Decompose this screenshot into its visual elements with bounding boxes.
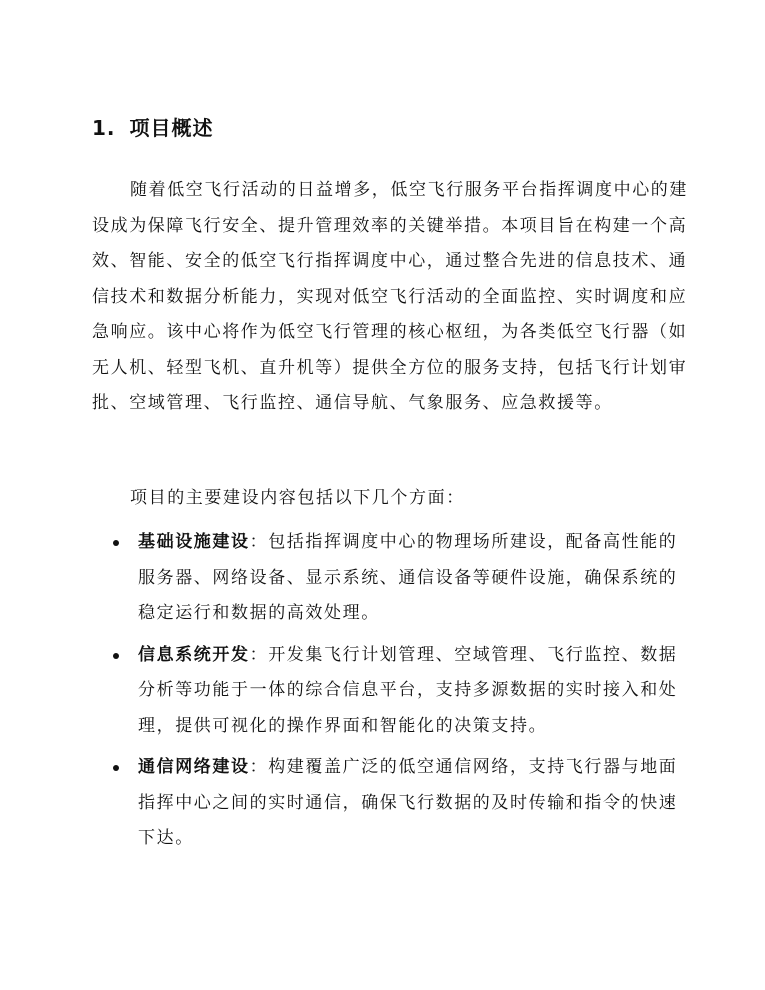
section-title: 项目概述 (129, 116, 214, 140)
list-item-title: 通信网络建设 (138, 757, 250, 777)
list-item (92, 750, 692, 857)
content-intro-paragraph: 项目的主要建设内容包括以下几个方面： (130, 488, 465, 508)
list-item-text: ：包括指挥调度中心的物理场所建设，配备高性能的服务器、网络设备、显示系统、通信设备等硬件设施，确保系统的稳定运行和数据的高效处理。 (138, 532, 678, 623)
list-item (92, 525, 692, 632)
bullet-icon (113, 540, 119, 546)
section-heading (92, 113, 214, 143)
list-item-title: 基础设施建设 (138, 532, 250, 552)
list-item-title: 信息系统开发 (138, 644, 250, 665)
list-item-text: ：开发集飞行计划管理、空域管理、飞行监控、数据分析等功能于一体的综合信息平台，支持多源数据的实时接入和处理，提供可视化的操作界面和智能化的决策支持。 (138, 644, 678, 736)
construction-items-list (92, 525, 692, 863)
bullet-icon (113, 765, 119, 771)
list-item-text: ：构建覆盖广泛的低空通信网络，支持飞行器与地面指挥中心之间的实时通信，确保飞行数据的及时传输和指令的快速下达。 (138, 757, 678, 848)
overview-paragraph: 随着低空飞行活动的日益增多，低空飞行服务平台指挥调度中心的建设成为保障飞行安全、提升管理效率的关键举措。本项目旨在构建一个高效、智能、安全的低空飞行指挥调度中心，通过整合先进的信息技术、通信技术和数据分析能力，实现对低空飞行活动的全面监控、实时调度和应急响应。该中心将作为低空飞行管理的核心枢纽，为各类低空飞行器（如无人机、轻型飞机、直升机等）提供全方位的服务支持，包括飞行计划审批、空域管理、飞行监控、通信导航、气象服务、应急救援等。 (92, 180, 688, 413)
section-number: 1. (92, 116, 116, 140)
bullet-icon (113, 653, 119, 659)
list-item (92, 638, 692, 745)
